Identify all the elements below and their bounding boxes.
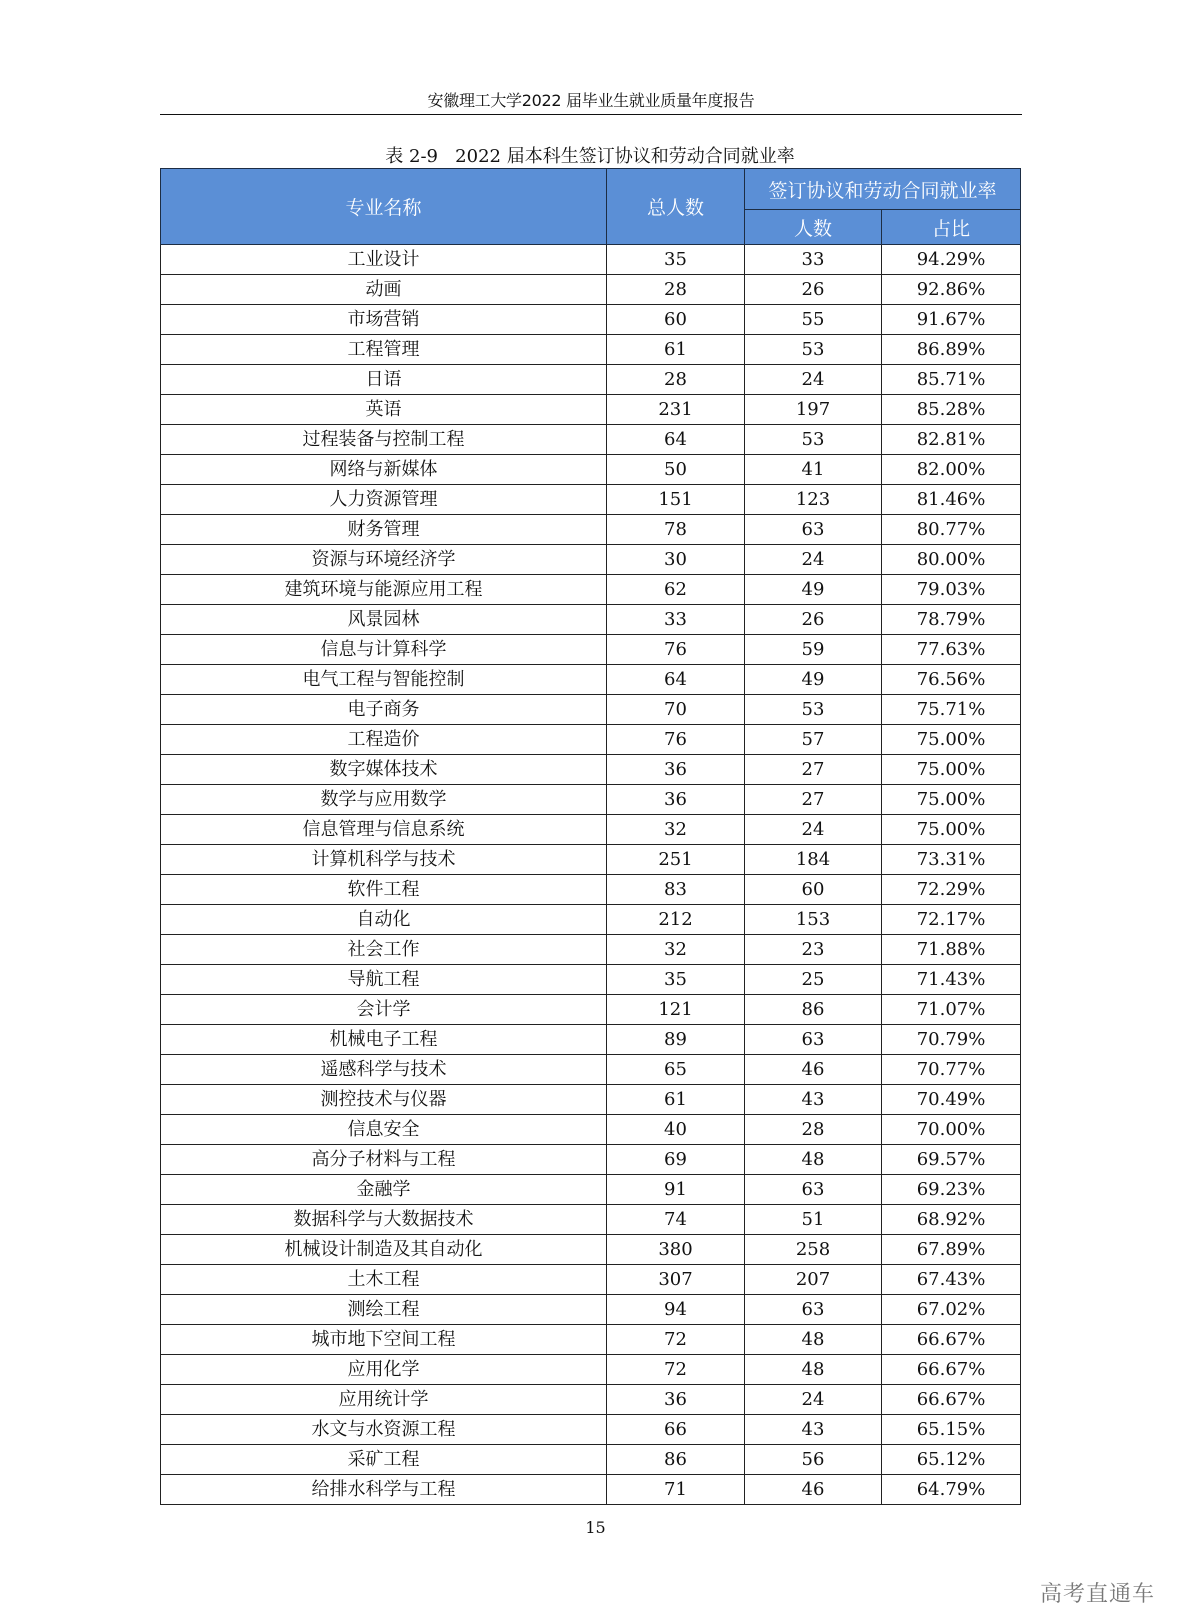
cell-count: 43 — [745, 1085, 882, 1115]
cell-ratio: 92.86% — [882, 275, 1021, 305]
cell-major: 机械电子工程 — [161, 1025, 607, 1055]
cell-ratio: 66.67% — [882, 1355, 1021, 1385]
cell-major: 动画 — [161, 275, 607, 305]
table-row — [161, 695, 1021, 725]
table-row — [161, 1415, 1021, 1445]
cell-count: 25 — [745, 965, 882, 995]
cell-ratio: 85.71% — [882, 365, 1021, 395]
cell-total: 32 — [607, 935, 745, 965]
cell-major: 人力资源管理 — [161, 485, 607, 515]
cell-total: 89 — [607, 1025, 745, 1055]
table-row — [161, 605, 1021, 635]
cell-major: 城市地下空间工程 — [161, 1325, 607, 1355]
table-row — [161, 575, 1021, 605]
cell-total: 251 — [607, 845, 745, 875]
cell-ratio: 65.15% — [882, 1415, 1021, 1445]
cell-major: 网络与新媒体 — [161, 455, 607, 485]
table-row — [161, 365, 1021, 395]
cell-count: 27 — [745, 755, 882, 785]
cell-total: 61 — [607, 335, 745, 365]
cell-major: 水文与水资源工程 — [161, 1415, 607, 1445]
cell-ratio: 72.29% — [882, 875, 1021, 905]
cell-total: 60 — [607, 305, 745, 335]
cell-major: 计算机科学与技术 — [161, 845, 607, 875]
cell-ratio: 66.67% — [882, 1325, 1021, 1355]
cell-count: 24 — [745, 1385, 882, 1415]
cell-total: 380 — [607, 1235, 745, 1265]
cell-total: 64 — [607, 425, 745, 455]
cell-total: 40 — [607, 1115, 745, 1145]
cell-major: 风景园林 — [161, 605, 607, 635]
table-row — [161, 275, 1021, 305]
cell-major: 土木工程 — [161, 1265, 607, 1295]
cell-count: 33 — [745, 245, 882, 275]
cell-ratio: 94.29% — [882, 245, 1021, 275]
cell-ratio: 70.79% — [882, 1025, 1021, 1055]
cell-ratio: 70.00% — [882, 1115, 1021, 1145]
cell-count: 24 — [745, 545, 882, 575]
cell-major: 过程装备与控制工程 — [161, 425, 607, 455]
col-header-ratio: 占比 — [882, 210, 1021, 245]
table-row — [161, 1115, 1021, 1145]
cell-count: 63 — [745, 1295, 882, 1325]
cell-major: 电子商务 — [161, 695, 607, 725]
cell-total: 91 — [607, 1175, 745, 1205]
cell-count: 28 — [745, 1115, 882, 1145]
cell-major: 财务管理 — [161, 515, 607, 545]
cell-total: 72 — [607, 1355, 745, 1385]
cell-ratio: 71.07% — [882, 995, 1021, 1025]
table-row — [161, 635, 1021, 665]
col-header-total: 总人数 — [607, 169, 745, 245]
table-row — [161, 965, 1021, 995]
cell-total: 62 — [607, 575, 745, 605]
cell-total: 212 — [607, 905, 745, 935]
cell-total: 74 — [607, 1205, 745, 1235]
cell-major: 数据科学与大数据技术 — [161, 1205, 607, 1235]
table-row — [161, 1475, 1021, 1505]
cell-count: 197 — [745, 395, 882, 425]
table-row — [161, 1145, 1021, 1175]
cell-major: 应用统计学 — [161, 1385, 607, 1415]
cell-ratio: 72.17% — [882, 905, 1021, 935]
table-row — [161, 995, 1021, 1025]
cell-count: 49 — [745, 665, 882, 695]
cell-count: 46 — [745, 1055, 882, 1085]
cell-ratio: 75.00% — [882, 815, 1021, 845]
cell-major: 遥感科学与技术 — [161, 1055, 607, 1085]
cell-total: 50 — [607, 455, 745, 485]
cell-ratio: 73.31% — [882, 845, 1021, 875]
cell-total: 86 — [607, 1445, 745, 1475]
cell-count: 60 — [745, 875, 882, 905]
cell-total: 65 — [607, 1055, 745, 1085]
table-row — [161, 785, 1021, 815]
cell-ratio: 75.00% — [882, 725, 1021, 755]
cell-major: 金融学 — [161, 1175, 607, 1205]
cell-total: 30 — [607, 545, 745, 575]
running-header: 安徽理工大学2022 届毕业生就业质量年度报告 — [427, 91, 755, 110]
cell-major: 自动化 — [161, 905, 607, 935]
cell-major: 工业设计 — [161, 245, 607, 275]
cell-major: 市场营销 — [161, 305, 607, 335]
cell-ratio: 80.77% — [882, 515, 1021, 545]
cell-major: 英语 — [161, 395, 607, 425]
cell-major: 机械设计制造及其自动化 — [161, 1235, 607, 1265]
cell-major: 数学与应用数学 — [161, 785, 607, 815]
cell-total: 72 — [607, 1325, 745, 1355]
cell-count: 53 — [745, 695, 882, 725]
watermark: 高考直通车 — [1039, 1582, 1155, 1607]
col-header-count: 人数 — [745, 210, 882, 245]
table-row — [161, 1445, 1021, 1475]
cell-ratio: 71.43% — [882, 965, 1021, 995]
cell-ratio: 91.67% — [882, 305, 1021, 335]
cell-ratio: 85.28% — [882, 395, 1021, 425]
cell-count: 207 — [745, 1265, 882, 1295]
table-row — [161, 1295, 1021, 1325]
cell-major: 给排水科学与工程 — [161, 1475, 607, 1505]
cell-count: 123 — [745, 485, 882, 515]
cell-count: 63 — [745, 515, 882, 545]
cell-major: 应用化学 — [161, 1355, 607, 1385]
table-row — [161, 485, 1021, 515]
table-row — [161, 1235, 1021, 1265]
cell-total: 66 — [607, 1415, 745, 1445]
cell-total: 71 — [607, 1475, 745, 1505]
cell-count: 27 — [745, 785, 882, 815]
cell-total: 36 — [607, 1385, 745, 1415]
cell-total: 36 — [607, 755, 745, 785]
table-row — [161, 515, 1021, 545]
table-row — [161, 1325, 1021, 1355]
cell-total: 35 — [607, 245, 745, 275]
cell-major: 测控技术与仪器 — [161, 1085, 607, 1115]
cell-count: 258 — [745, 1235, 882, 1265]
table-row — [161, 425, 1021, 455]
cell-count: 23 — [745, 935, 882, 965]
cell-major: 工程管理 — [161, 335, 607, 365]
cell-count: 63 — [745, 1175, 882, 1205]
cell-count: 59 — [745, 635, 882, 665]
cell-count: 55 — [745, 305, 882, 335]
table-row — [161, 905, 1021, 935]
cell-major: 建筑环境与能源应用工程 — [161, 575, 607, 605]
cell-total: 121 — [607, 995, 745, 1025]
cell-ratio: 75.00% — [882, 755, 1021, 785]
cell-total: 70 — [607, 695, 745, 725]
cell-major: 会计学 — [161, 995, 607, 1025]
table-row — [161, 455, 1021, 485]
cell-count: 51 — [745, 1205, 882, 1235]
table-body — [161, 245, 1021, 1505]
header-rule — [160, 114, 1022, 115]
cell-ratio: 71.88% — [882, 935, 1021, 965]
table-row — [161, 1025, 1021, 1055]
cell-ratio: 69.57% — [882, 1145, 1021, 1175]
cell-count: 49 — [745, 575, 882, 605]
table-row — [161, 815, 1021, 845]
table-row — [161, 875, 1021, 905]
cell-major: 社会工作 — [161, 935, 607, 965]
cell-total: 231 — [607, 395, 745, 425]
table-row — [161, 725, 1021, 755]
col-header-group: 签订协议和劳动合同就业率 — [745, 169, 1021, 210]
cell-total: 28 — [607, 275, 745, 305]
cell-count: 56 — [745, 1445, 882, 1475]
table-row — [161, 755, 1021, 785]
cell-total: 76 — [607, 725, 745, 755]
cell-total: 61 — [607, 1085, 745, 1115]
table-row — [161, 1175, 1021, 1205]
cell-ratio: 66.67% — [882, 1385, 1021, 1415]
page-number: 15 — [585, 1518, 606, 1537]
cell-ratio: 81.46% — [882, 485, 1021, 515]
cell-major: 电气工程与智能控制 — [161, 665, 607, 695]
cell-ratio: 78.79% — [882, 605, 1021, 635]
cell-total: 28 — [607, 365, 745, 395]
cell-count: 184 — [745, 845, 882, 875]
cell-ratio: 77.63% — [882, 635, 1021, 665]
cell-major: 高分子材料与工程 — [161, 1145, 607, 1175]
cell-count: 48 — [745, 1145, 882, 1175]
table-row — [161, 1085, 1021, 1115]
cell-ratio: 67.43% — [882, 1265, 1021, 1295]
cell-major: 信息管理与信息系统 — [161, 815, 607, 845]
cell-count: 43 — [745, 1415, 882, 1445]
col-header-major: 专业名称 — [161, 169, 607, 245]
table-row — [161, 1265, 1021, 1295]
table-row — [161, 545, 1021, 575]
cell-ratio: 80.00% — [882, 545, 1021, 575]
table-row — [161, 1055, 1021, 1085]
table-row — [161, 1355, 1021, 1385]
cell-total: 33 — [607, 605, 745, 635]
cell-ratio: 76.56% — [882, 665, 1021, 695]
table-row — [161, 305, 1021, 335]
cell-total: 76 — [607, 635, 745, 665]
cell-major: 信息与计算科学 — [161, 635, 607, 665]
cell-count: 26 — [745, 275, 882, 305]
cell-major: 日语 — [161, 365, 607, 395]
cell-major: 导航工程 — [161, 965, 607, 995]
cell-ratio: 68.92% — [882, 1205, 1021, 1235]
cell-ratio: 69.23% — [882, 1175, 1021, 1205]
cell-total: 151 — [607, 485, 745, 515]
table-row — [161, 845, 1021, 875]
cell-count: 153 — [745, 905, 882, 935]
cell-count: 46 — [745, 1475, 882, 1505]
table-row — [161, 1385, 1021, 1415]
cell-ratio: 82.81% — [882, 425, 1021, 455]
cell-count: 53 — [745, 335, 882, 365]
cell-count: 41 — [745, 455, 882, 485]
cell-count: 86 — [745, 995, 882, 1025]
cell-ratio: 64.79% — [882, 1475, 1021, 1505]
table-row — [161, 245, 1021, 275]
employment-rate-table — [160, 168, 1021, 1505]
cell-count: 63 — [745, 1025, 882, 1055]
cell-ratio: 67.02% — [882, 1295, 1021, 1325]
cell-major: 软件工程 — [161, 875, 607, 905]
table-row — [161, 1205, 1021, 1235]
cell-ratio: 82.00% — [882, 455, 1021, 485]
table-row — [161, 335, 1021, 365]
cell-ratio: 86.89% — [882, 335, 1021, 365]
cell-total: 94 — [607, 1295, 745, 1325]
cell-ratio: 70.49% — [882, 1085, 1021, 1115]
cell-count: 24 — [745, 815, 882, 845]
cell-count: 26 — [745, 605, 882, 635]
cell-total: 64 — [607, 665, 745, 695]
cell-count: 57 — [745, 725, 882, 755]
cell-total: 69 — [607, 1145, 745, 1175]
cell-ratio: 79.03% — [882, 575, 1021, 605]
cell-ratio: 65.12% — [882, 1445, 1021, 1475]
cell-major: 采矿工程 — [161, 1445, 607, 1475]
cell-count: 53 — [745, 425, 882, 455]
cell-count: 48 — [745, 1355, 882, 1385]
cell-major: 信息安全 — [161, 1115, 607, 1145]
cell-total: 78 — [607, 515, 745, 545]
table-row — [161, 665, 1021, 695]
cell-ratio: 70.77% — [882, 1055, 1021, 1085]
table-caption: 表 2-9 2022 届本科生签订协议和劳动合同就业率 — [385, 146, 795, 167]
cell-total: 83 — [607, 875, 745, 905]
table-row — [161, 935, 1021, 965]
cell-total: 36 — [607, 785, 745, 815]
cell-ratio: 75.00% — [882, 785, 1021, 815]
cell-total: 307 — [607, 1265, 745, 1295]
table-row — [161, 395, 1021, 425]
cell-major: 数字媒体技术 — [161, 755, 607, 785]
cell-major: 测绘工程 — [161, 1295, 607, 1325]
cell-count: 24 — [745, 365, 882, 395]
cell-total: 35 — [607, 965, 745, 995]
cell-total: 32 — [607, 815, 745, 845]
cell-ratio: 75.71% — [882, 695, 1021, 725]
cell-major: 资源与环境经济学 — [161, 545, 607, 575]
cell-ratio: 67.89% — [882, 1235, 1021, 1265]
cell-major: 工程造价 — [161, 725, 607, 755]
cell-count: 48 — [745, 1325, 882, 1355]
